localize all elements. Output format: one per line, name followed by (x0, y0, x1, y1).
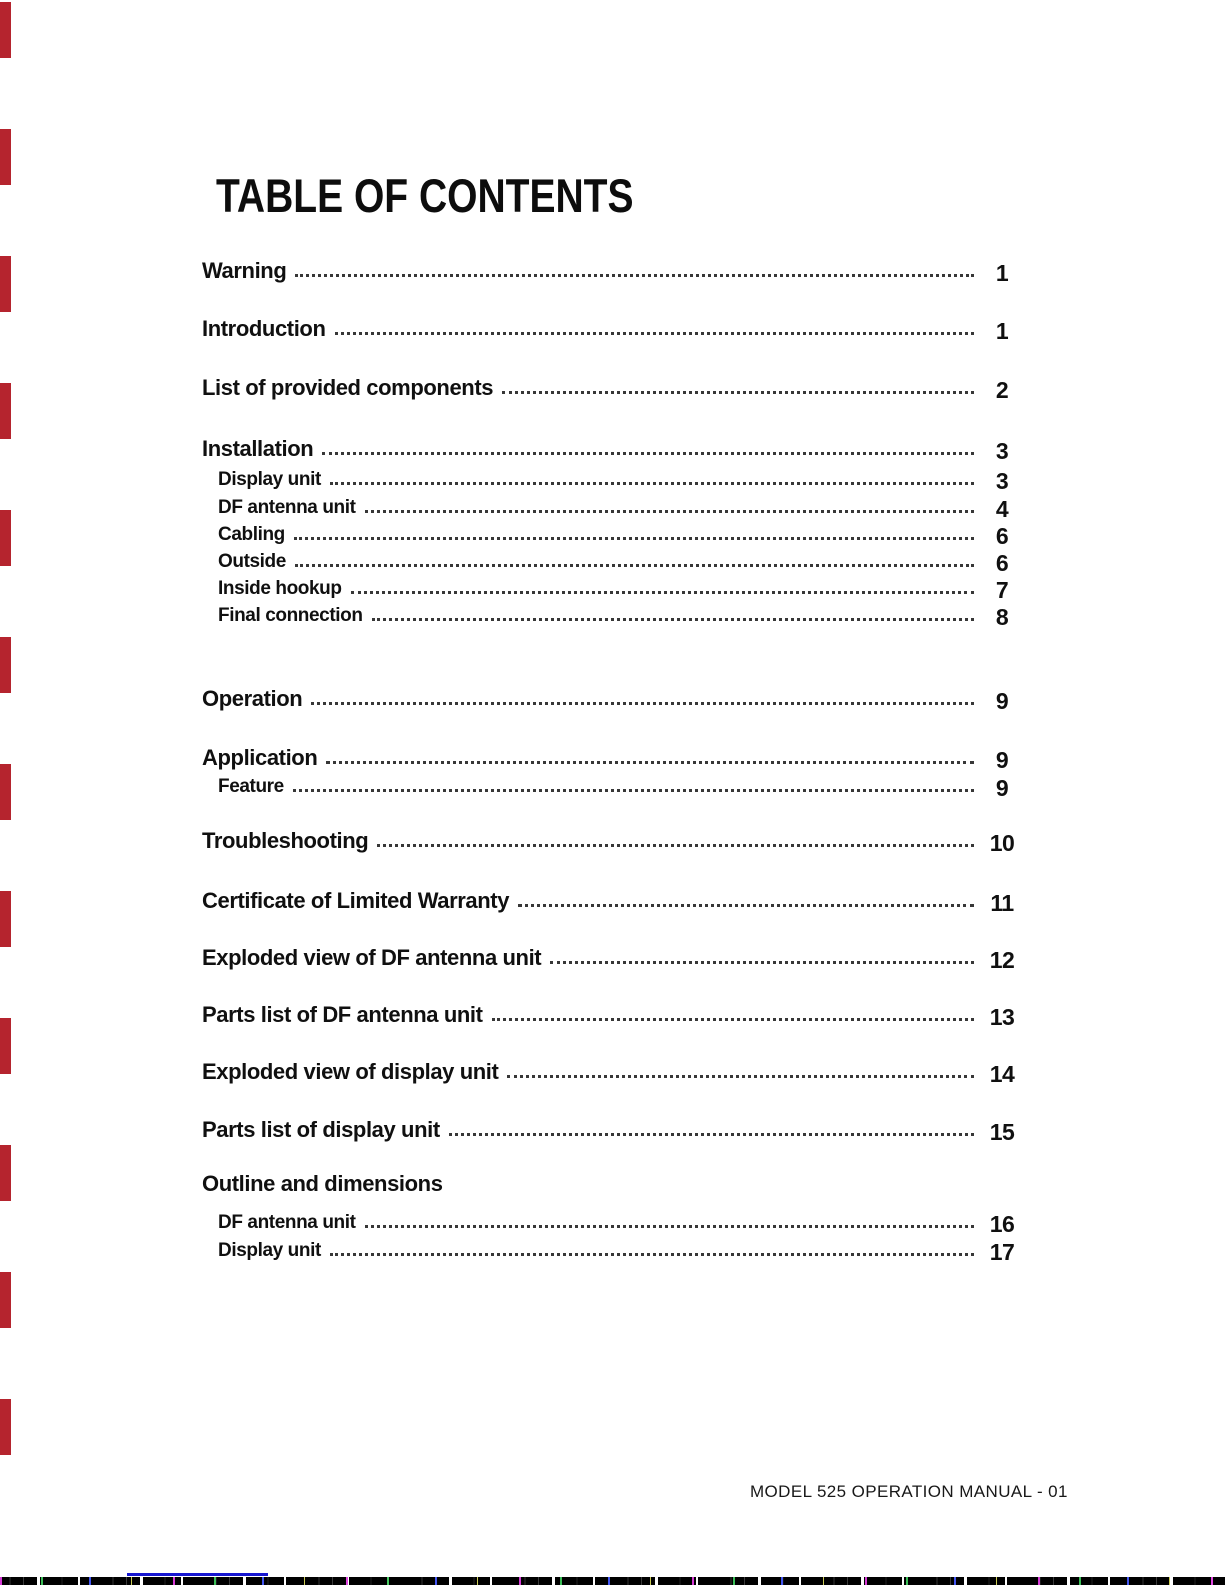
toc-page-number: 7 (995, 577, 1009, 603)
toc-entry-label: Warning (202, 257, 287, 283)
toc-entry-label: Display unit (218, 1240, 321, 1262)
toc-entry (202, 825, 1026, 856)
toc-entry (218, 770, 1026, 801)
page-title: TABLE OF CONTENTS (216, 169, 634, 222)
toc-entry (202, 313, 1026, 344)
toc-entry-label: Outside (218, 551, 286, 573)
toc-dotted-leader (330, 482, 974, 485)
toc-page-number: 11 (990, 890, 1014, 916)
toc-entry-label: Feature (218, 776, 284, 798)
toc-dotted-leader (294, 537, 974, 540)
toc-dotted-leader (295, 564, 974, 567)
toc-entry (202, 1114, 1026, 1145)
toc-dotted-leader (295, 274, 974, 277)
toc-page-number: 6 (995, 550, 1009, 576)
toc-dotted-leader (550, 961, 974, 964)
toc-page-number: 9 (995, 688, 1009, 714)
toc-entry-label: Final connection (218, 605, 363, 627)
toc-entry-label: Display unit (218, 469, 321, 491)
scan-noise-bar (0, 1577, 1225, 1585)
toc-dotted-leader (351, 591, 974, 594)
toc-page-number: 9 (995, 747, 1009, 773)
toc-entry-label: Operation (202, 685, 303, 711)
toc-entry-label: List of provided components (202, 374, 494, 400)
toc-page-number: 13 (989, 1004, 1015, 1030)
footer-text: MODEL 525 OPERATION MANUAL - 01 (750, 1482, 1068, 1501)
toc-page-number: 3 (995, 438, 1009, 464)
toc-page-number: 2 (995, 377, 1009, 403)
toc-entry-label: Certificate of Limited Warranty (202, 887, 510, 913)
toc-entry (202, 255, 1026, 286)
toc-page-number: 10 (989, 830, 1015, 856)
toc-dotted-leader (372, 618, 974, 621)
toc-entry (218, 491, 1026, 522)
toc-dotted-leader (502, 391, 974, 394)
toc-page-number: 8 (995, 604, 1009, 630)
toc-page-number: 4 (995, 496, 1009, 522)
toc-dotted-leader (311, 702, 974, 705)
toc-dotted-leader (335, 332, 974, 335)
toc-page-number: 1 (995, 260, 1009, 286)
toc-entry (202, 999, 1026, 1030)
toc-entry (202, 1172, 1026, 1195)
toc-dotted-leader (326, 761, 974, 764)
toc-entry-label: Troubleshooting (202, 827, 369, 853)
toc-dotted-leader (293, 789, 974, 792)
toc-entry-label: DF antenna unit (218, 1212, 356, 1234)
toc-entry-label: Installation (202, 435, 314, 461)
toc-entry-label: Application (202, 744, 318, 770)
toc-entry-label: Inside hookup (218, 578, 342, 600)
toc-entry (218, 599, 1026, 630)
toc-entry-label: DF antenna unit (218, 497, 356, 519)
toc-page-number: 9 (995, 775, 1009, 801)
toc-entry-label: Exploded view of display unit (202, 1058, 499, 1084)
toc-page-number: 12 (989, 947, 1015, 973)
toc-entry-label: Introduction (202, 315, 326, 341)
scan-edge-marks (0, 2, 11, 1458)
toc-entry (218, 518, 1026, 549)
toc-entry (218, 545, 1026, 576)
toc-dotted-leader (377, 844, 974, 847)
toc-entry (202, 942, 1026, 973)
toc-page-number: 15 (989, 1119, 1015, 1145)
toc-entry (218, 463, 1026, 494)
toc-page-number: 16 (989, 1211, 1015, 1237)
toc-dotted-leader (322, 452, 974, 455)
toc-entry (202, 683, 1026, 714)
toc-dotted-leader (449, 1133, 974, 1136)
toc-entry-label: Exploded view of DF antenna unit (202, 944, 542, 970)
scan-underline-artifact (127, 1573, 268, 1576)
toc-dotted-leader (365, 510, 974, 513)
toc-dotted-leader (518, 904, 974, 907)
toc-entry-label: Outline and dimensions (202, 1171, 443, 1196)
toc-dotted-leader (365, 1225, 974, 1228)
toc-entry (202, 372, 1026, 403)
toc-dotted-leader (492, 1018, 974, 1021)
toc-entry (202, 433, 1026, 464)
toc-page-number: 3 (995, 468, 1009, 494)
toc-entry-label: Parts list of display unit (202, 1116, 440, 1142)
toc-dotted-leader (330, 1253, 974, 1256)
toc-entry (218, 1206, 1026, 1237)
toc-entry (202, 885, 1026, 916)
toc-page-number: 6 (995, 523, 1009, 549)
toc-entry (202, 1056, 1026, 1087)
toc-page-number: 14 (989, 1061, 1015, 1087)
toc-entry (202, 742, 1026, 773)
toc-dotted-leader (507, 1075, 974, 1078)
toc-entry-label: Parts list of DF antenna unit (202, 1001, 483, 1027)
toc-page-number: 1 (995, 318, 1009, 344)
toc-page-number: 17 (989, 1239, 1015, 1265)
toc-entry (218, 572, 1026, 603)
toc-entry (218, 1234, 1026, 1265)
toc-entry-label: Cabling (218, 524, 285, 546)
